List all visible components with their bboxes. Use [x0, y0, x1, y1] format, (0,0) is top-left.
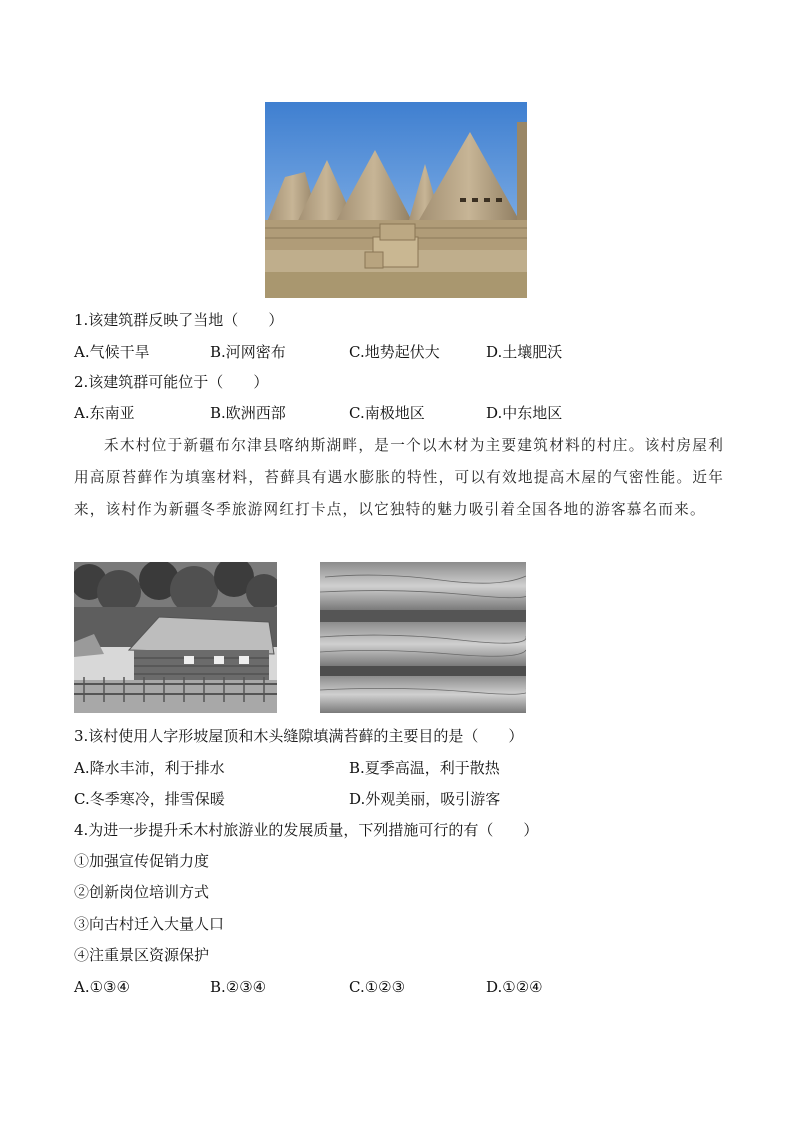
q2-option-b[interactable]: B.欧洲西部 — [210, 404, 286, 422]
q3-option-d[interactable]: D.外观美丽，吸引游客 — [349, 790, 501, 808]
question-2-stem: 2.该建筑群可能位于（ ） — [74, 373, 269, 391]
q1-option-c[interactable]: C.地势起伏大 — [349, 343, 440, 361]
q4-option-d[interactable]: D.①②④ — [486, 978, 543, 996]
q4-item-1: ①加强宣传促销力度 — [74, 852, 210, 870]
q4-item-4: ④注重景区资源保护 — [74, 946, 210, 964]
q4-item-2: ②创新岗位培训方式 — [74, 883, 210, 901]
q2-option-d[interactable]: D.中东地区 — [486, 404, 563, 422]
question-4-stem: 4.为进一步提升禾木村旅游业的发展质量，下列措施可行的有（ ） — [74, 821, 539, 839]
q3-option-b[interactable]: B.夏季高温，利于散热 — [349, 759, 500, 777]
q4-option-b[interactable]: B.②③④ — [210, 978, 267, 996]
q1-option-b[interactable]: B.河网密布 — [210, 343, 286, 361]
beehive-houses-photo — [265, 102, 527, 298]
q2-option-c[interactable]: C.南极地区 — [349, 404, 425, 422]
q4-option-a[interactable]: A.①③④ — [74, 978, 130, 996]
q1-option-d[interactable]: D.土壤肥沃 — [486, 343, 563, 361]
question-1-stem: 1.该建筑群反映了当地（ ） — [74, 311, 284, 329]
passage-paragraph: 禾木村位于新疆布尔津县喀纳斯湖畔，是一个以木材为主要建筑材料的村庄。该村房屋利用高原苔藓作为填塞材料，苔藓具有遇水膨胀的特性，可以有效地提高木屋的气密性能。近年来，该村作为新疆冬季旅游网红打卡点，以它独特的魅力吸引着全国各地的游客慕名而来。 — [74, 437, 724, 518]
q3-option-a[interactable]: A.降水丰沛，利于排水 — [74, 759, 225, 777]
q4-item-3: ③向古村迁入大量人口 — [74, 915, 225, 933]
q2-option-a[interactable]: A.东南亚 — [74, 404, 135, 422]
q1-option-a[interactable]: A.气候干旱 — [74, 343, 150, 361]
q3-option-c[interactable]: C.冬季寒冷，排雪保暖 — [74, 790, 225, 808]
log-wall-photo — [320, 562, 526, 713]
q4-option-c[interactable]: C.①②③ — [349, 978, 406, 996]
wooden-house-photo — [74, 562, 277, 713]
question-3-stem: 3.该村使用人字形坡屋顶和木头缝隙填满苔藓的主要目的是（ ） — [74, 727, 524, 745]
